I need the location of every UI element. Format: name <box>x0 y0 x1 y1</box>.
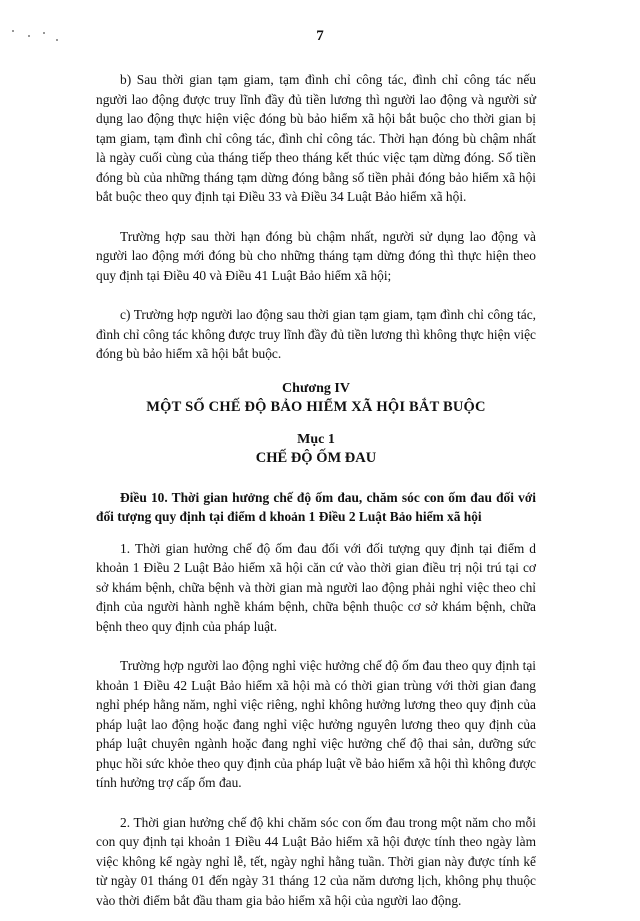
article-paragraph-2: 2. Thời gian hưởng chế độ khi chăm sóc con ốm đau trong một năm cho mỗi con quy định tại khoản 1 Điều 44 Luật Bảo hiểm xã hội được tính theo ngày làm việc không kể ngày nghỉ lễ, tết, ngày nghỉ hằng tuần. Thời gian này được tính kể từ ngày 01 tháng 01 đến ngày 31 tháng 12 của năm dương lịch, không phụ thuộc vào thời điểm bắt đầu tham gia bảo hiểm xã hội của người lao động. <box>96 814 536 908</box>
paragraph-b: b) Sau thời gian tạm giam, tạm đình chỉ công tác, đình chỉ công tác nếu người lao động được truy lĩnh đầy đủ tiền lương thì người lao động và người sử dụng lao động thực hiện việc đóng bù bảo hiểm xã hội bắt buộc cho thời gian bị tạm giam, tạm đình chỉ công tác, đình chỉ công tác. Thời hạn đóng bù chậm nhất là ngày cuối cùng của tháng tiếp theo tháng kết thúc việc tạm dừng đóng. Số tiền đóng bù của những tháng tạm dừng đóng bằng số tiền phải đóng bảo hiểm xã hội bắt buộc theo quy định tại Điều 33 và Điều 34 Luật Bảo hiểm xã hội. <box>96 72 536 204</box>
page-number: 7 <box>316 28 324 44</box>
chapter-title: Chương IV <box>282 380 350 396</box>
paragraph-c: c) Trường hợp người lao động sau thời gian tạm giam, tạm đình chỉ công tác, đình chỉ công tác không được truy lĩnh đầy đủ tiền lương thì không thực hiện việc đóng bù bảo hiểm xã hội bắt buộc. <box>96 307 536 361</box>
section-name: CHẾ ĐỘ ỐM ĐAU <box>255 449 377 466</box>
article-heading: Điều 10. Thời gian hưởng chế độ ốm đau, chăm sóc con ốm đau đối với đối tượng quy định tại điểm d khoản 1 Điều 2 Luật Bảo hiểm xã hội <box>96 489 536 524</box>
document-body <box>96 70 536 921</box>
article-paragraph-1: 1. Thời gian hưởng chế độ ốm đau đối với đối tượng quy định tại điểm d khoản 1 Điều 2 Luật Bảo hiểm xã hội căn cứ vào thời gian điều trị nội trú tại cơ sở khám bệnh, chữa bệnh và thời gian mà người lao động phải nghỉ việc theo chỉ định của người hành nghề khám bệnh, chữa bệnh thuộc cơ sở khám bệnh, chữa bệnh theo quy định của pháp luật. <box>96 540 536 634</box>
chapter-heading <box>96 380 536 417</box>
section-title: Mục 1 <box>297 431 335 447</box>
chapter-name: MỘT SỐ CHẾ ĐỘ BẢO HIỂM XÃ HỘI BẮT BUỘC <box>146 398 486 415</box>
section-heading <box>96 431 536 468</box>
paragraph-late-payment: Trường hợp sau thời hạn đóng bù chậm nhất, người sử dụng lao động và người lao động mới đóng bù cho những tháng tạm dừng đóng thì thực hiện theo quy định tại Điều 40 và Điều 41 Luật Bảo hiểm xã hội; <box>96 228 536 283</box>
article-paragraph-overlap: Trường hợp người lao động nghỉ việc hưởng chế độ ốm đau theo quy định tại khoản 1 Điều 42 Luật Bảo hiểm xã hội mà có thời gian trùng với thời gian đang nghỉ phép hằng năm, nghỉ việc riêng, nghỉ không hưởng lương theo quy định của pháp luật lao động hoặc đang nghỉ việc hưởng nguyên lương theo quy định của pháp luật chuyên ngành hoặc đang nghỉ việc hưởng chế độ thai sản, dưỡng sức phục hồi sức khỏe theo quy định của pháp luật về bảo hiểm xã hội thì không được tính hưởng trợ cấp ốm đau. <box>96 658 536 790</box>
